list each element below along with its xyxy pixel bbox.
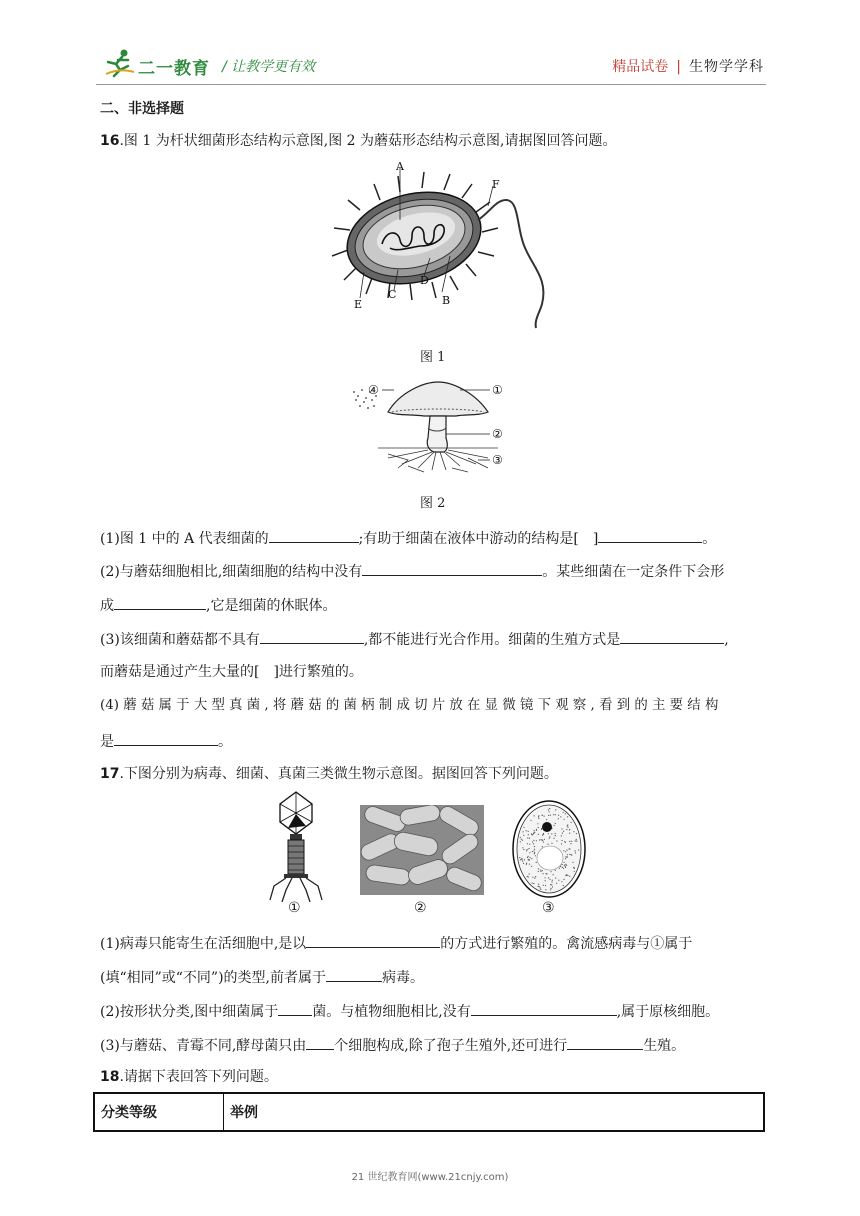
cytoplasm-granule xyxy=(576,839,577,840)
table-header-row xyxy=(94,1093,764,1131)
cytoplasm-granule xyxy=(550,884,551,885)
cytoplasm-granule xyxy=(521,839,522,840)
q17-stem: 17.下图分别为病毒、细菌、真菌三类微生物示意图。据图回答下列问题。 xyxy=(100,766,558,782)
cytoplasm-granule xyxy=(565,866,566,867)
virus-figure xyxy=(266,790,326,902)
cytoplasm-granule xyxy=(532,877,533,878)
cytoplasm-granule xyxy=(519,857,520,858)
fig1-label-f: F xyxy=(492,178,500,191)
cytoplasm-granule xyxy=(555,833,556,834)
cytoplasm-granule xyxy=(571,854,572,855)
cytoplasm-granule xyxy=(527,857,528,858)
footer: 21 世纪教育网(www.21cnjy.com) xyxy=(351,1172,509,1183)
cytoplasm-granule xyxy=(564,841,565,842)
cytoplasm-granule xyxy=(524,859,525,860)
fig2-label-3: ③ xyxy=(492,453,503,467)
fig1-label-e: E xyxy=(354,298,363,311)
cytoplasm-granule xyxy=(563,879,564,880)
table-header-cell: 分类等级 xyxy=(94,1093,224,1131)
cytoplasm-granule xyxy=(532,841,533,842)
cytoplasm-granule xyxy=(575,850,576,851)
q17-part1: (1)病毒只能寄生在活细胞中,是以 的方式进行繁殖的。禽流感病毒与①属于 xyxy=(100,932,692,954)
cytoplasm-granule xyxy=(569,876,570,877)
cytoplasm-granule xyxy=(566,829,567,830)
cytoplasm-granule xyxy=(566,850,567,851)
fig1-label-c: C xyxy=(388,288,397,301)
cytoplasm-granule xyxy=(564,819,565,820)
cytoplasm-granule xyxy=(563,885,564,886)
cytoplasm-granule xyxy=(538,871,539,872)
q16-part3: (3)该细菌和蘑菇都不具有 ,都不能进行光合作用。细菌的生殖方式是 , xyxy=(100,628,729,650)
cytoplasm-granule xyxy=(550,871,551,872)
cytoplasm-granule xyxy=(566,875,567,876)
q16-part1: (1)图 1 中的 A 代表细菌的 ;有助于细菌在液体中游动的结构是[ ] 。 xyxy=(100,527,716,549)
cytoplasm-granule xyxy=(548,815,549,816)
cytoplasm-granule xyxy=(555,835,556,836)
cytoplasm-granule xyxy=(549,838,550,839)
cytoplasm-granule xyxy=(529,852,530,853)
cytoplasm-granule xyxy=(552,880,553,881)
cytoplasm-granule xyxy=(529,873,530,874)
cytoplasm-granule xyxy=(541,828,542,829)
cytoplasm-granule xyxy=(562,864,563,865)
q16-part3-cont: 而蘑菇是通过产生大量的[ ]进行繁殖的。 xyxy=(100,664,363,680)
q17-part2: (2)按形状分类,图中细菌属于 菌。与植物细胞相比,没有 ,属于原核细胞。 xyxy=(100,1000,719,1022)
cytoplasm-granule xyxy=(523,863,524,864)
fig17-label-1: ① xyxy=(288,900,301,916)
mushroom-cap xyxy=(388,382,488,416)
bacterium-figure xyxy=(320,160,560,335)
fig1-label-d: D xyxy=(420,274,429,287)
blank-input[interactable] xyxy=(620,628,724,644)
q16-part4-cont: 是 。 xyxy=(100,730,232,752)
header-separator: | xyxy=(676,59,681,75)
cytoplasm-granule xyxy=(533,843,534,844)
cytoplasm-granule xyxy=(569,841,570,842)
cytoplasm-granule xyxy=(576,841,577,842)
cytoplasm-granule xyxy=(578,849,579,850)
cytoplasm-granule xyxy=(554,825,555,826)
cytoplasm-granule xyxy=(537,823,538,824)
cytoplasm-granule xyxy=(573,831,574,832)
cytoplasm-granule xyxy=(522,847,523,848)
cytoplasm-granule xyxy=(569,854,570,855)
blank-input[interactable] xyxy=(114,730,218,746)
yeast-nucleus xyxy=(542,822,552,832)
cytoplasm-granule xyxy=(565,856,566,857)
cytoplasm-granule xyxy=(555,809,556,810)
fig17-label-3: ③ xyxy=(542,900,555,916)
cytoplasm-granule xyxy=(569,848,570,849)
cytoplasm-granule xyxy=(543,885,544,886)
blank-input[interactable] xyxy=(269,527,359,543)
cytoplasm-granule xyxy=(545,877,546,878)
cytoplasm-granule xyxy=(563,812,564,813)
cytoplasm-granule xyxy=(532,883,533,884)
cytoplasm-granule xyxy=(543,841,544,842)
cytoplasm-granule xyxy=(551,881,552,882)
cytoplasm-granule xyxy=(540,871,541,872)
cytoplasm-granule xyxy=(550,888,551,889)
cytoplasm-granule xyxy=(530,820,531,821)
cytoplasm-granule xyxy=(531,833,532,834)
q16-part2-cont: 成 ,它是细菌的休眠体。 xyxy=(100,594,336,616)
cytoplasm-granule xyxy=(523,835,524,836)
blank-input[interactable] xyxy=(362,560,542,576)
cytoplasm-granule xyxy=(567,816,568,817)
cytoplasm-granule xyxy=(555,814,556,815)
cytoplasm-granule xyxy=(534,878,535,879)
cytoplasm-granule xyxy=(565,867,566,868)
cytoplasm-granule xyxy=(531,858,532,859)
cytoplasm-granule xyxy=(551,833,552,834)
blank-input[interactable] xyxy=(306,932,440,948)
cytoplasm-granule xyxy=(570,843,571,844)
cytoplasm-granule xyxy=(538,886,539,887)
blank-input[interactable] xyxy=(306,1034,334,1050)
premium-badge: 精品试卷 xyxy=(612,59,669,75)
cytoplasm-granule xyxy=(551,884,552,885)
cytoplasm-granule xyxy=(558,880,559,881)
cytoplasm-granule xyxy=(556,883,557,884)
header-divider xyxy=(96,84,766,85)
cytoplasm-granule xyxy=(539,886,540,887)
cytoplasm-granule xyxy=(571,841,572,842)
cytoplasm-granule xyxy=(532,851,533,852)
cytoplasm-granule xyxy=(520,859,521,860)
q17-part3: (3)与蘑菇、青霉不同,酵母菌只由 个细胞构成,除了孢子生殖外,还可进行 生殖。 xyxy=(100,1034,685,1056)
cytoplasm-granule xyxy=(538,834,539,835)
cytoplasm-granule xyxy=(542,815,543,816)
cytoplasm-granule xyxy=(534,853,535,854)
cytoplasm-granule xyxy=(528,876,529,877)
cytoplasm-granule xyxy=(548,809,549,810)
cytoplasm-granule xyxy=(520,837,521,838)
q16-part4: (4) 蘑 菇 属 于 大 型 真 菌 , 将 蘑 菇 的 菌 柄 制 成 切 片 放 在 显 微 镜 下 观 察 , 看 到 的 主 要 结 构 xyxy=(100,698,719,713)
cytoplasm-granule xyxy=(574,871,575,872)
blank-input[interactable] xyxy=(260,628,364,644)
cytoplasm-granule xyxy=(556,840,557,841)
q16-stem-text: .图 1 为杆状细菌形态结构示意图,图 2 为蘑菇形态结构示意图,请据图回答问题。 xyxy=(119,133,617,149)
blank-input[interactable] xyxy=(598,527,702,543)
cytoplasm-granule xyxy=(563,850,564,851)
cytoplasm-granule xyxy=(533,883,534,884)
cytoplasm-granule xyxy=(527,843,528,844)
cytoplasm-granule xyxy=(528,834,529,835)
cytoplasm-granule xyxy=(565,851,566,852)
cytoplasm-granule xyxy=(550,889,551,890)
fig1-caption: 图 1 xyxy=(420,350,446,365)
cytoplasm-granule xyxy=(542,870,543,871)
header xyxy=(104,48,764,80)
cytoplasm-granule xyxy=(561,881,562,882)
cytoplasm-granule xyxy=(533,850,534,851)
cytoplasm-granule xyxy=(534,846,535,847)
cytoplasm-granule xyxy=(538,868,539,869)
cytoplasm-granule xyxy=(567,827,568,828)
cytoplasm-granule xyxy=(553,874,554,875)
cytoplasm-granule xyxy=(567,825,568,826)
blank-input[interactable] xyxy=(326,966,382,982)
cytoplasm-granule xyxy=(535,876,536,877)
cytoplasm-granule xyxy=(529,860,530,861)
cytoplasm-granule xyxy=(521,858,522,859)
cytoplasm-granule xyxy=(534,815,535,816)
cytoplasm-granule xyxy=(553,814,554,815)
cytoplasm-granule xyxy=(560,866,561,867)
fig2-label-4: ④ xyxy=(368,383,379,397)
cytoplasm-granule xyxy=(535,855,536,856)
cytoplasm-granule xyxy=(546,873,547,874)
cytoplasm-granule xyxy=(538,815,539,816)
cytoplasm-granule xyxy=(548,833,549,834)
cytoplasm-granule xyxy=(550,815,551,816)
cytoplasm-granule xyxy=(536,862,537,863)
cytoplasm-granule xyxy=(534,849,535,850)
cytoplasm-granule xyxy=(555,870,556,871)
fig17-label-2: ② xyxy=(414,900,427,916)
cytoplasm-granule xyxy=(549,836,550,837)
cytoplasm-granule xyxy=(575,852,576,853)
cytoplasm-granule xyxy=(539,839,540,840)
blank-input[interactable] xyxy=(114,594,206,610)
cytoplasm-granule xyxy=(526,830,527,831)
cytoplasm-granule xyxy=(542,846,543,847)
cytoplasm-granule xyxy=(529,844,530,845)
logo-text: 二一教育 xyxy=(138,59,210,79)
cytoplasm-granule xyxy=(562,867,563,868)
cytoplasm-granule xyxy=(541,839,542,840)
bacteria-micrograph xyxy=(360,805,484,895)
cytoplasm-granule xyxy=(545,880,546,881)
cytoplasm-granule xyxy=(538,884,539,885)
q16-stem xyxy=(100,131,616,151)
cytoplasm-granule xyxy=(528,856,529,857)
cytoplasm-granule xyxy=(523,849,524,850)
table-header-cell: 举例 xyxy=(224,1093,765,1131)
cytoplasm-granule xyxy=(561,828,562,829)
cytoplasm-granule xyxy=(544,816,545,817)
cytoplasm-granule xyxy=(534,830,535,831)
cytoplasm-granule xyxy=(544,839,545,840)
cytoplasm-granule xyxy=(571,822,572,823)
cytoplasm-granule xyxy=(564,862,565,863)
cytoplasm-granule xyxy=(538,827,539,828)
classification-table xyxy=(93,1092,765,1132)
slogan: / 让教学更有效 xyxy=(222,59,316,75)
cytoplasm-granule xyxy=(549,811,550,812)
fig2-label-1: ① xyxy=(492,383,503,397)
cytoplasm-granule xyxy=(573,867,574,868)
cytoplasm-granule xyxy=(540,887,541,888)
header-right xyxy=(612,56,764,76)
cytoplasm-granule xyxy=(542,835,543,836)
q16-number: 16 xyxy=(100,133,120,149)
cytoplasm-granule xyxy=(565,864,566,865)
cytoplasm-granule xyxy=(558,815,559,816)
cytoplasm-granule xyxy=(526,850,527,851)
section-title: 二、非选择题 xyxy=(100,101,184,117)
cytoplasm-granule xyxy=(540,869,541,870)
cytoplasm-granule xyxy=(563,868,564,869)
yeast-vacuole xyxy=(537,846,563,870)
cytoplasm-granule xyxy=(538,818,539,819)
cytoplasm-granule xyxy=(562,833,563,834)
cytoplasm-granule xyxy=(567,856,568,857)
cytoplasm-granule xyxy=(529,864,530,865)
cytoplasm-granule xyxy=(567,875,568,876)
mushroom-figure xyxy=(348,378,518,474)
q18-number: 18 xyxy=(100,1069,120,1085)
blank-input[interactable] xyxy=(471,1000,617,1016)
cytoplasm-granule xyxy=(576,833,577,834)
cytoplasm-granule xyxy=(559,868,560,869)
mushroom-stipe xyxy=(427,416,447,452)
cytoplasm-granule xyxy=(569,833,570,834)
cytoplasm-granule xyxy=(527,849,528,850)
q17-number: 17 xyxy=(100,766,120,782)
cytoplasm-granule xyxy=(543,873,544,874)
cytoplasm-granule xyxy=(520,841,521,842)
blank-input[interactable] xyxy=(567,1034,643,1050)
cytoplasm-granule xyxy=(552,886,553,887)
cytoplasm-granule xyxy=(522,861,523,862)
cytoplasm-granule xyxy=(536,829,537,830)
cytoplasm-granule xyxy=(567,854,568,855)
q17-part1-cont: (填“相同”或“不同”)的类型,前者属于 病毒。 xyxy=(100,966,424,988)
cytoplasm-granule xyxy=(553,838,554,839)
cytoplasm-granule xyxy=(547,844,548,845)
cytoplasm-granule xyxy=(564,865,565,866)
cytoplasm-granule xyxy=(527,837,528,838)
cytoplasm-granule xyxy=(528,848,529,849)
cytoplasm-granule xyxy=(561,843,562,844)
cytoplasm-granule xyxy=(563,831,564,832)
cytoplasm-granule xyxy=(528,831,529,832)
subject-label: 生物学学科 xyxy=(689,59,764,75)
cytoplasm-granule xyxy=(566,865,567,866)
cytoplasm-granule xyxy=(522,840,523,841)
cytoplasm-granule xyxy=(561,840,562,841)
cytoplasm-granule xyxy=(567,824,568,825)
cytoplasm-granule xyxy=(529,838,530,839)
cytoplasm-granule xyxy=(546,819,547,820)
cytoplasm-granule xyxy=(565,813,566,814)
fig2-caption: 图 2 xyxy=(420,496,446,511)
cytoplasm-granule xyxy=(555,823,556,824)
cytoplasm-granule xyxy=(538,816,539,817)
logo-icon xyxy=(104,48,136,78)
cytoplasm-granule xyxy=(536,840,537,841)
cytoplasm-granule xyxy=(560,816,561,817)
yeast-figure xyxy=(510,798,588,900)
cytoplasm-granule xyxy=(572,862,573,863)
blank-input[interactable] xyxy=(278,1000,312,1016)
cytoplasm-granule xyxy=(523,831,524,832)
flagellum xyxy=(478,200,543,328)
cytoplasm-granule xyxy=(528,859,529,860)
fig2-label-2: ② xyxy=(492,427,503,441)
cytoplasm-granule xyxy=(533,840,534,841)
q18-stem: 18.请据下表回答下列问题。 xyxy=(100,1069,278,1085)
cytoplasm-granule xyxy=(534,832,535,833)
fig1-label-b: B xyxy=(442,294,451,307)
cytoplasm-granule xyxy=(526,864,527,865)
cytoplasm-granule xyxy=(545,889,546,890)
cytoplasm-granule xyxy=(543,833,544,834)
cytoplasm-granule xyxy=(533,833,534,834)
cytoplasm-granule xyxy=(523,827,524,828)
cytoplasm-granule xyxy=(531,866,532,867)
cytoplasm-granule xyxy=(540,889,541,890)
cytoplasm-granule xyxy=(548,877,549,878)
cytoplasm-granule xyxy=(565,858,566,859)
fig1-label-a: A xyxy=(396,160,404,173)
cytoplasm-granule xyxy=(526,863,527,864)
cytoplasm-granule xyxy=(549,879,550,880)
cytoplasm-granule xyxy=(530,857,531,858)
cytoplasm-granule xyxy=(569,829,570,830)
cytoplasm-granule xyxy=(545,885,546,886)
cytoplasm-granule xyxy=(561,835,562,836)
cytoplasm-granule xyxy=(575,840,576,841)
cytoplasm-granule xyxy=(551,843,552,844)
cytoplasm-granule xyxy=(549,808,550,809)
cytoplasm-granule xyxy=(558,818,559,819)
cytoplasm-granule xyxy=(555,877,556,878)
q16-part2: (2)与蘑菇细胞相比,细菌细胞的结构中没有 。某些细菌在一定条件下会形 xyxy=(100,560,724,582)
